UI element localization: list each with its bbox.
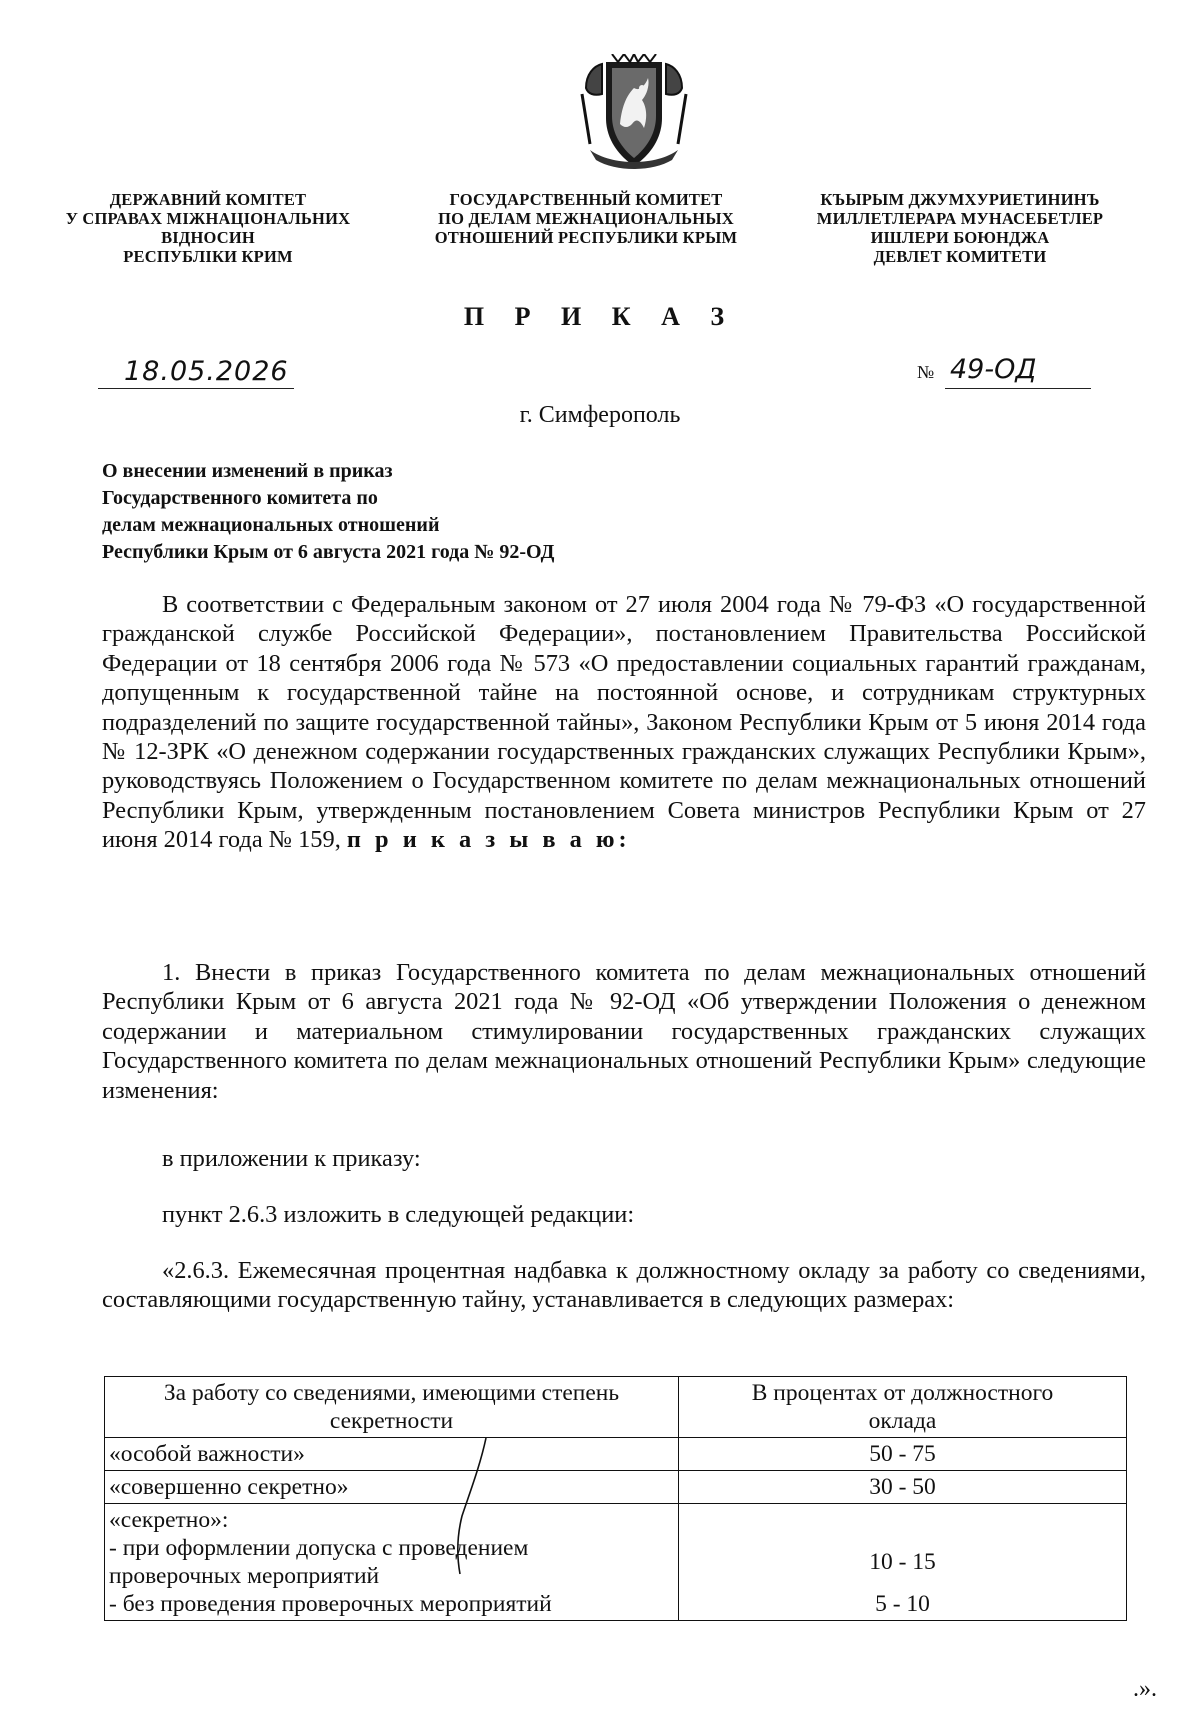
subject-line: О внесении изменений в приказ [102, 460, 393, 482]
table-cell-text: 10 - 15 [869, 1549, 936, 1575]
header-text: оклада [868, 1408, 937, 1434]
table-cell [679, 1504, 1127, 1621]
header-ukrainian [48, 190, 368, 266]
header-line: У СПРАВАХ МІЖНАЦІОНАЛЬНИХ [65, 209, 351, 228]
table-cell: «совершенно секретно» [105, 1471, 679, 1504]
point-2-6-3-paragraph: «2.6.3. Ежемесячная процентная надбавка к должностному окладу за работу со сведениями, составляющими государственную тайну, устанавливается в следующих размерах: [102, 1257, 1146, 1314]
table-header-row [105, 1377, 1127, 1438]
table-cell-text: - при оформлении допуска с проведением [109, 1535, 529, 1561]
subject-line: делам межнациональных отношений [102, 514, 440, 536]
header-text: За работу со сведениями, имеющими степень [163, 1380, 620, 1406]
table-cell-spacer [683, 1534, 1122, 1548]
header-line: ПО ДЕЛАМ МЕЖНАЦИОНАЛЬНЫХ [438, 209, 734, 228]
table-cell-text: - без проведения проверочных мероприятий [109, 1591, 552, 1617]
table-cell-text: проверочных мероприятий [109, 1563, 380, 1589]
table-header-cell [105, 1377, 679, 1438]
secrecy-allowance-table [104, 1376, 1127, 1621]
preamble-paragraph [102, 590, 1146, 855]
handwritten-order-number: 49-ОД [950, 354, 1037, 385]
header-line: МИЛЛЕТЛЕРАРА МУНАСЕБЕТЛЕР [816, 209, 1104, 228]
table-cell: 30 - 50 [679, 1471, 1127, 1504]
subject-line: Государственного комитета по [102, 487, 378, 509]
subject-line: Республики Крым от 6 августа 2021 года № 92-ОД [102, 541, 555, 563]
header-text: В процентах от должностного [751, 1380, 1054, 1406]
table-cell [105, 1504, 679, 1621]
order-subject [102, 458, 554, 566]
table-cell-spacer [683, 1576, 1122, 1590]
header-crimean-tatar [800, 190, 1120, 266]
order-title: П Р И К А З [463, 302, 737, 331]
header-text: секретности [329, 1408, 454, 1434]
crimea-coat-of-arms-icon [572, 54, 696, 174]
header-line: КЪЫРЫМ ДЖУМХУРИЕТИНИНЪ [820, 190, 1100, 209]
table-row [105, 1504, 1127, 1621]
header-russian [426, 190, 746, 247]
header-line: ДЕВЛЕТ КОМИТЕТИ [873, 247, 1047, 266]
table-cell-text: 5 - 10 [875, 1591, 930, 1617]
header-line: РЕСПУБЛІКИ КРИМ [123, 247, 293, 266]
number-sign: № [917, 362, 935, 382]
table-header-cell [679, 1377, 1127, 1438]
table-cell: 50 - 75 [679, 1438, 1127, 1471]
point-line: пункт 2.6.3 изложить в следующей редакции: [162, 1201, 635, 1228]
appendix-line: в приложении к приказу: [162, 1145, 421, 1172]
header-line: ИШЛЕРИ БОЮНДЖА [870, 228, 1050, 247]
preamble-text: В соответствии с Федеральным законом от 27 июля 2004 года № 79-ФЗ «О государственной гражданской службе Российской Федерации», постановлением Правительства Российской Федерации от 18 сентября 2006 года № 573 «О предоставлении социальных гарантий гражданам, допущенным к государственной тайне на постоянной основе, и сотрудникам структурных подразделений по защите государственной тайны», Законом Республики Крым от 5 июня 2014 года № 12-ЗРК «О денежном содержании государственных гражданских служащих Республики Крым», руководствуясь Положением о Государственном комитете по делам межнациональных отношений Республики Крым, утвержденным постановлением Совета министров Республики Крым от 27 июня 2014 года № 159, [102, 591, 1146, 854]
item-1-paragraph: 1. Внести в приказ Государственного комитета по делам межнациональных отношений Республики Крым от 6 августа 2021 года № 92-ОД «Об утверждении Положения о денежном содержании и материальном стимулировании государственных гражданских служащих Государственного комитета по делам межнациональных отношений Республики Крым» следующие изменения: [102, 959, 1146, 1104]
table-cell-text: «секретно»: [109, 1507, 229, 1533]
command-word: п р и к а з ы в а ю: [346, 826, 631, 854]
table-row [105, 1438, 1127, 1471]
city: г. Симферополь [519, 402, 681, 428]
table-cell: «особой важности» [105, 1438, 679, 1471]
header-line: ДЕРЖАВНИЙ КОМІТЕТ [109, 190, 307, 209]
table-row [105, 1471, 1127, 1504]
quote-close: .». [1133, 1676, 1157, 1702]
header-line: ВІДНОСИН [161, 228, 255, 247]
handwritten-date: 18.05.2026 [124, 356, 289, 387]
header-line: ОТНОШЕНИЙ РЕСПУБЛИКИ КРЫМ [434, 228, 738, 247]
header-line: ГОСУДАРСТВЕННЫЙ КОМИТЕТ [449, 190, 723, 209]
